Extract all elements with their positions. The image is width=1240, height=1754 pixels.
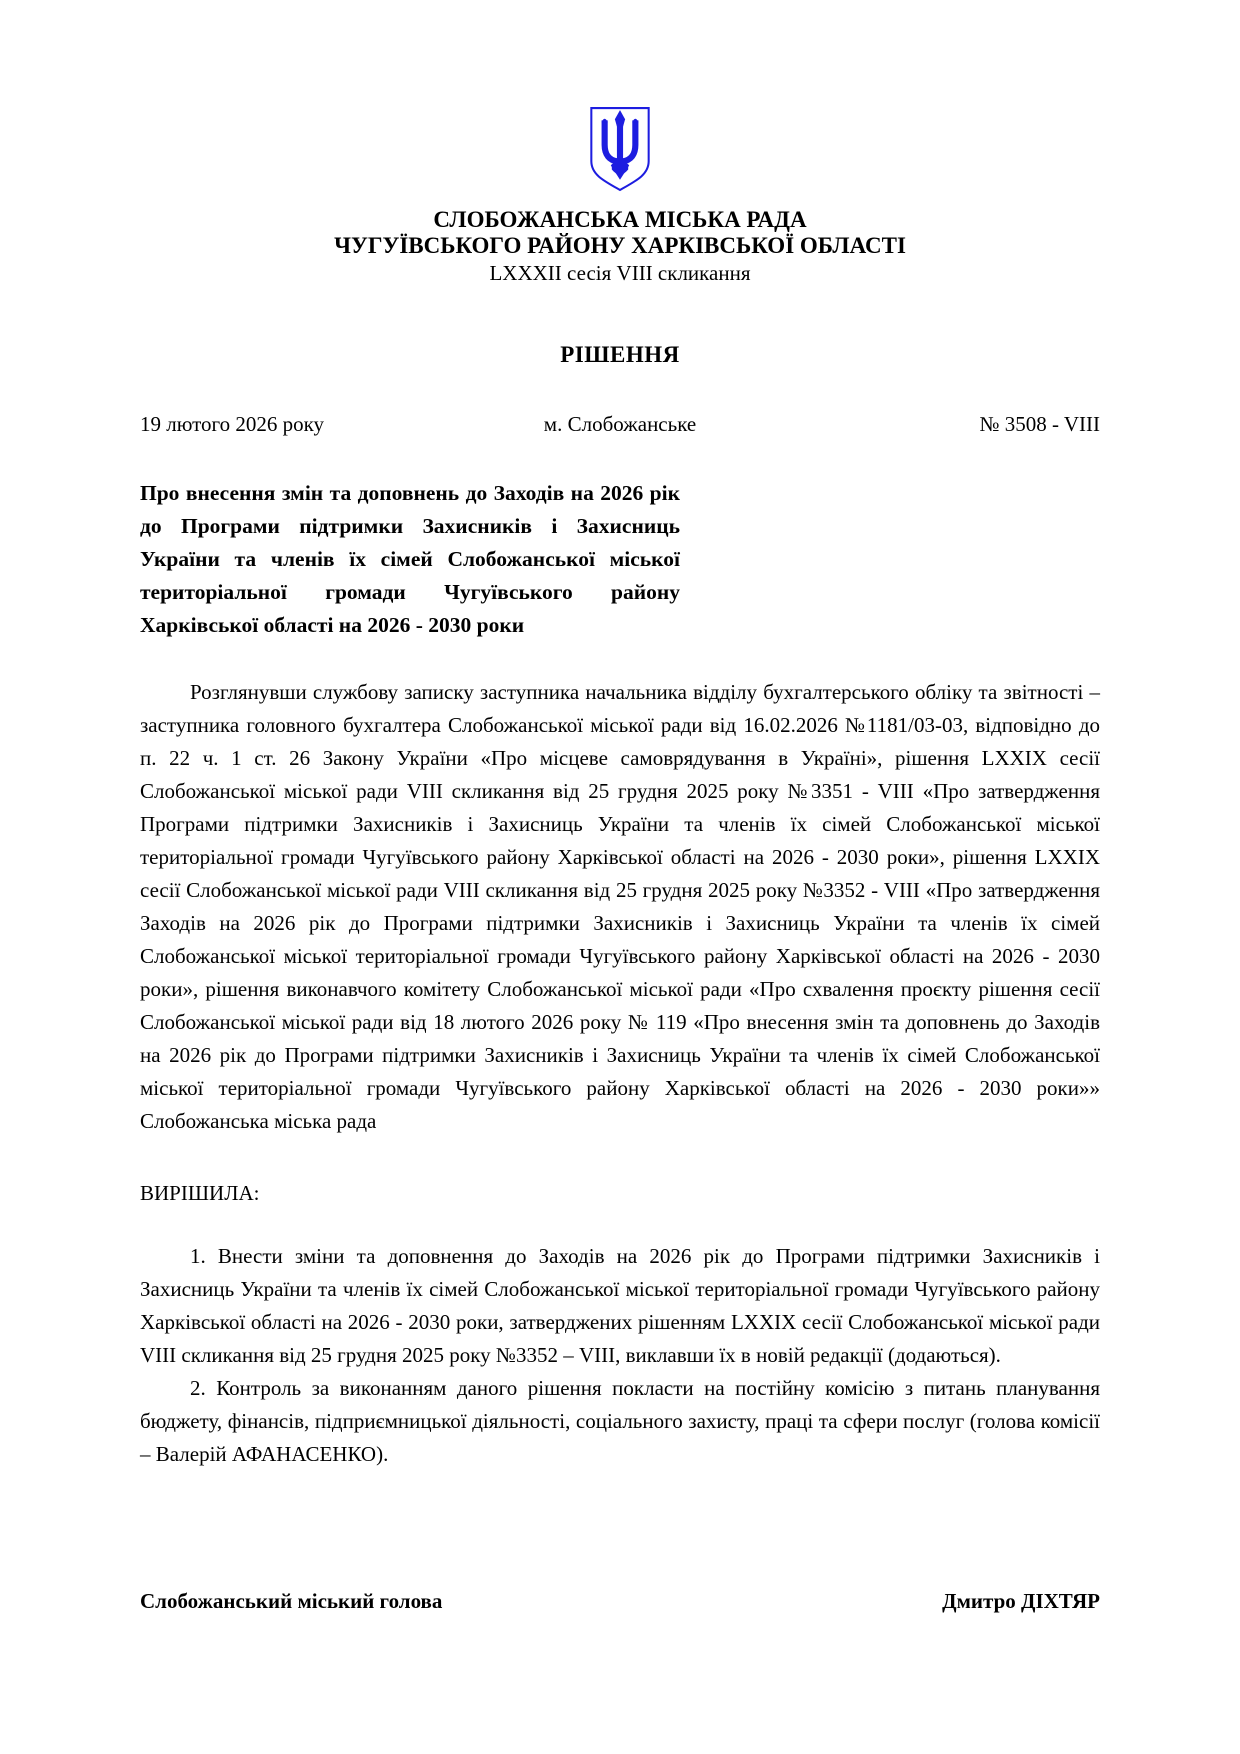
signature-row (140, 1589, 1100, 1614)
doc-number: № 3508 - VIII (979, 412, 1100, 436)
doc-place: м. Слобожанське (543, 412, 697, 436)
org-name-line1: СЛОБОЖАНСЬКА МІСЬКА РАДА (433, 207, 807, 232)
resolution-item-1: 1. Внести зміни та доповнення до Заходів на 2026 рік до Програми підтримки Захисників і Захисниць України та членів їх сімей Слобожанської міської територіальної громади Чугуївського району Харківської області на 2026 - 2030 роки, затверджених рішенням LXXIX сесії Слобожанської міської ради VIII скликання від 25 грудня 2025 року №3352 – VIII, виклавши їх в новій редакції (додаються). (140, 1244, 1100, 1367)
org-name-line2: ЧУГУЇВСЬКОГО РАЙОНУ ХАРКІВСЬКОЇ ОБЛАСТІ (334, 233, 906, 258)
doc-date: 19 лютого 2026 року (140, 412, 325, 436)
preamble-paragraph: Розглянувши службову записку заступника начальника відділу бухгалтерського обліку та звітності – заступника головного бухгалтера Слобожанської міської ради від 16.02.2026 №1181/03-03, відповідно до п. 22 ч. 1 ст. 26 Закону України «Про місцеве самоврядування в Україні», рішення LXXIX сесії Слобожанської міської ради VIII скликання від 25 грудня 2025 року №3351 - VIII «Про затвердження Програми підтримки Захисників і Захисниць України та членів їх сімей Слобожанської міської територіальної громади Чугуївського району Харківської області на 2026 - 2030 роки», рішення LXXIX сесії Слобожанської міської ради VIII скликання від 25 грудня 2025 року №3352 - VIII «Про затвердження Заходів на 2026 рік до Програми підтримки Захисників і Захисниць України та членів їх сімей Слобожанської міської територіальної громади Чугуївського району Харківської області на 2026 - 2030 роки», рішення виконавчого комітету Слобожанської міської ради «Про схвалення проєкту рішення сесії Слобожанської міської ради від 18 лютого 2026 року № 119 «Про внесення змін та доповнень до Заходів на 2026 рік до Програми підтримки Захисників і Захисниць України та членів їх сімей Слобожанської міської територіальної громади Чугуївського району Харківської області на 2026 - 2030 роки»» Слобожанська міська рада (140, 680, 1100, 1133)
resolution-word: ВИРІШИЛА: (140, 1181, 260, 1205)
doc-type-title: РІШЕННЯ (560, 342, 680, 367)
meta-row (140, 412, 1100, 437)
signature-name: Дмитро ДІХТЯР (942, 1589, 1100, 1613)
resolution-item-2: 2. Контроль за виконанням даного рішення покласти на постійну комісію з питань планування бюджету, фінансів, підприємницької діяльності, соціального захисту, праці та сфери послуг (голова комісії – Валерій АФАНАСЕНКО). (140, 1376, 1100, 1466)
signature-position: Слобожанський міський голова (140, 1589, 443, 1613)
subject-paragraph: Про внесення змін та доповнень до Заходів на 2026 рік до Програми підтримки Захисників і Захисниць України та членів їх сімей Слобожанської міської територіальної громади Чугуївського району Харківської області на 2026 - 2030 роки (140, 481, 680, 637)
ukraine-trident-coat-of-arms-icon (589, 106, 651, 197)
session-line: LXXXII сесія VIII скликання (489, 261, 751, 285)
